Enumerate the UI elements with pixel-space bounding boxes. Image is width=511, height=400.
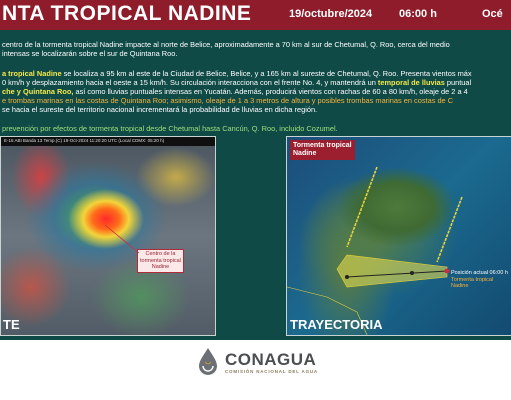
storm-name-label-2: Nadine <box>293 150 317 157</box>
text-line-2: intensas se localizarán sobre el sur de Quintana Roo. <box>2 49 178 58</box>
text-line-1: centro de la tormenta tropical Nadine impacte al norte de Belice, aproximadamente a 70 km al sur de Chetumal, Q. Roo, cerca del medio <box>2 40 450 49</box>
current-position-label-3: Nadine <box>451 283 469 289</box>
text-line-4-b: puntual <box>444 78 472 87</box>
text-line-5-b: así como lluvias puntuales intensas en Yucatán. Además, producirá vientos con rachas de 60 a 80 km/h, oleaje de 2 a 4 <box>73 87 468 96</box>
brand-name: CONAGUA <box>225 350 317 369</box>
warning-line: prevención por efectos de tormenta tropical desde Chetumal hasta Cancún, Q. Roo, incluido Cozumel. <box>2 124 338 133</box>
current-position-label-2: Tormenta tropical <box>451 276 494 283</box>
trajectory-word: TRAYECTORIA <box>290 317 383 332</box>
current-position-dot <box>445 269 450 274</box>
storm-name-highlight: a tropical Nadine <box>2 69 62 78</box>
trajectory-map <box>286 136 511 336</box>
header-bar <box>0 0 511 30</box>
satellite-image <box>0 136 216 336</box>
ocean-label: Océ <box>482 8 503 20</box>
page-title: NTA TROPICAL NADINE <box>2 2 252 25</box>
current-position-label <box>451 270 508 290</box>
storm-center-label-1: Centro de la <box>145 251 176 257</box>
brand-subtitle: COMISIÓN NACIONAL DEL AGUA <box>225 369 318 374</box>
states-highlight: che y Quintana Roo, <box>2 87 74 96</box>
time-label: 06:00 h <box>399 8 437 20</box>
text-line-4 <box>2 78 511 87</box>
storm-center-label-2: tormenta tropical <box>140 257 181 264</box>
text-line-3-body: se localiza a 95 km al este de la Ciudad de Belice, Belice, y a 165 km al sureste de Chetumal, Q. Roo. Presenta vientos máx <box>61 69 472 78</box>
satellite-word: TE <box>3 317 20 332</box>
storm-center-label-3: Nadine <box>151 264 170 270</box>
current-position-label-1: Posición actual 06:00 h <box>451 270 508 276</box>
storm-center-marker <box>1 137 215 335</box>
date-label: 19/octubre/2024 <box>289 8 373 20</box>
storm-name-label <box>290 140 355 160</box>
text-line-6: e trombas marinas en las costas de Quintana Roo; asimismo, oleaje de 1 a 3 metros de altura y posibles trombas marinas en costas de C <box>2 96 454 105</box>
conagua-logo-icon <box>196 347 220 377</box>
text-line-7: se hacia el sureste del territorio nacional incrementará la probabilidad de lluvias en dicha región. <box>2 105 318 114</box>
storm-name-label-1: Tormenta tropical <box>293 142 352 149</box>
text-line-5 <box>2 87 511 96</box>
text-line-3 <box>2 69 511 78</box>
rain-highlight: temporal de lluvias <box>377 78 445 87</box>
forecast-cone <box>287 137 511 335</box>
text-line-4-a: 0 km/h y desplazamiento hacia el oeste a 15 km/h. Su circulación interacciona con el frente No. 4, y mantendrá un <box>2 78 378 87</box>
satellite-caption: E-16 ABI Banda 13 Temp.(C) 19-Oct-2024 11:20:20 UTC (Local CDMX: 05:20 h) <box>4 138 165 143</box>
